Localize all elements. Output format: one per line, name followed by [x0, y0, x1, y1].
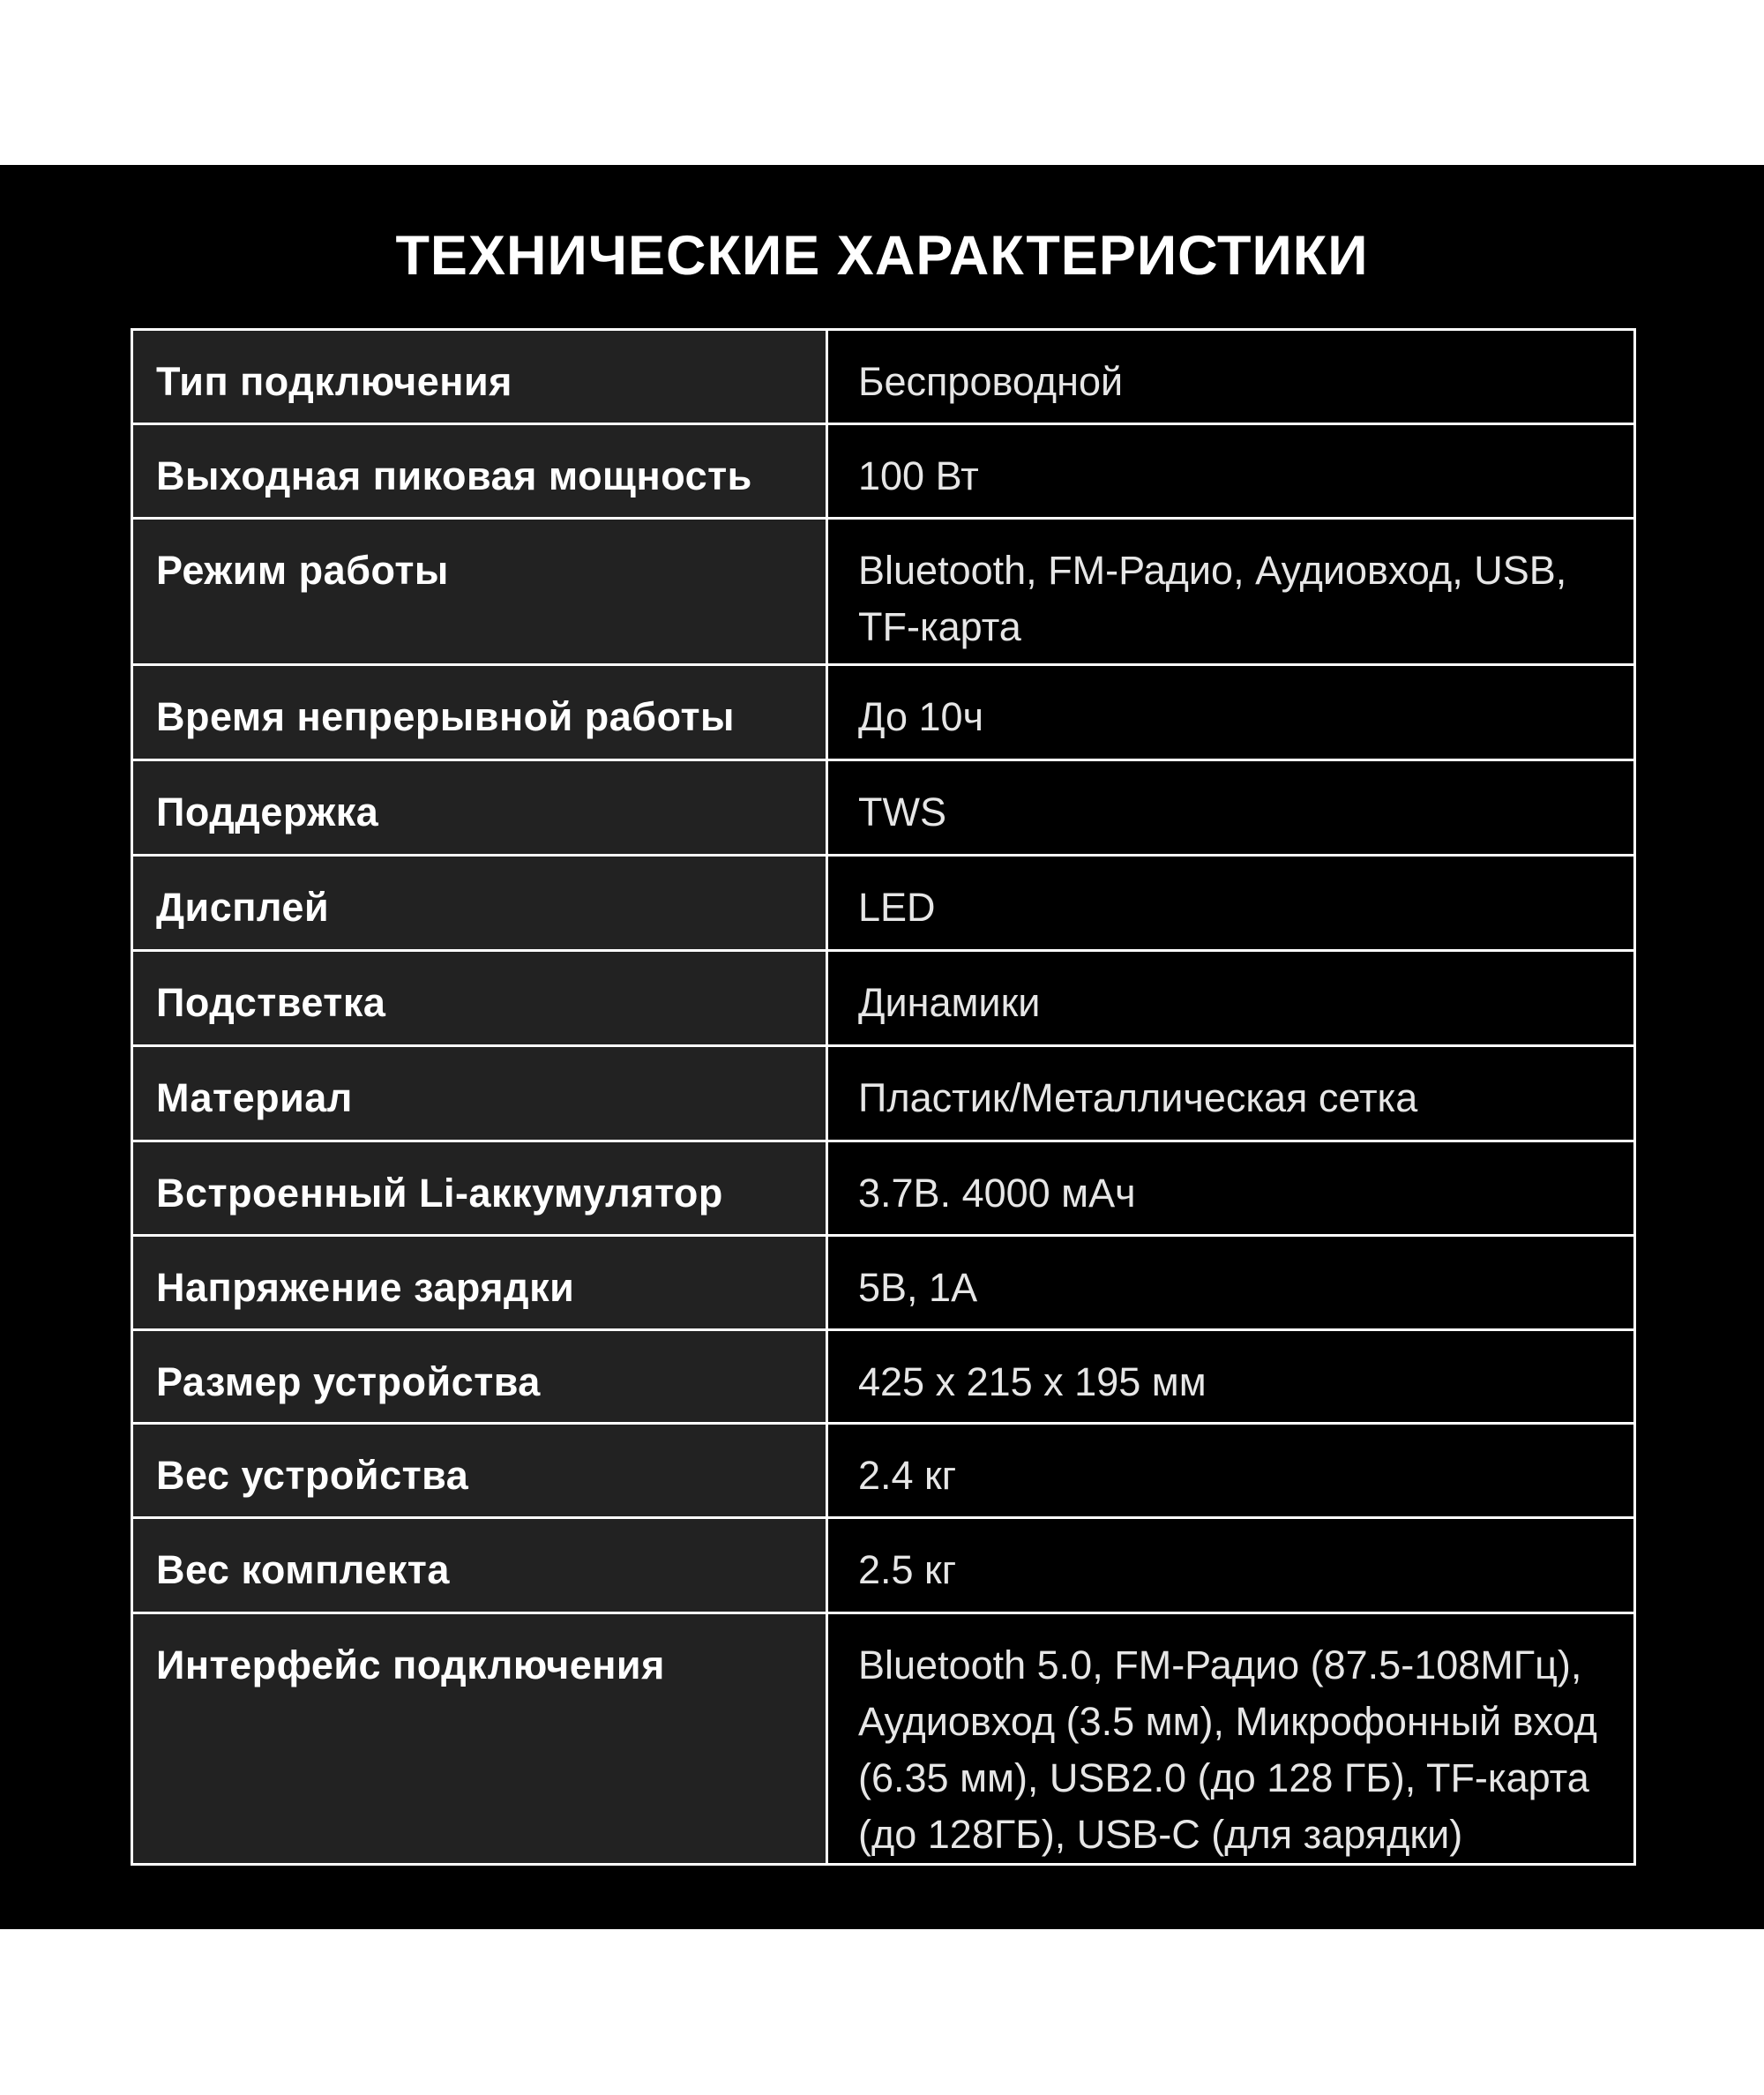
spec-key: Вес комплекта	[132, 1518, 827, 1613]
table-row	[132, 424, 1635, 519]
spec-value: TWS	[827, 760, 1635, 856]
table-row	[132, 1046, 1635, 1141]
page-title: ТЕХНИЧЕСКИЕ ХАРАКТЕРИСТИКИ	[395, 225, 1369, 287]
table-row	[132, 330, 1635, 424]
table-row	[132, 665, 1635, 760]
spec-key: Вес устройства	[132, 1424, 827, 1518]
spec-value: Беспроводной	[827, 330, 1635, 424]
spec-key: Встроенный Li-аккумулятор	[132, 1141, 827, 1236]
spec-key: Режим работы	[132, 519, 827, 665]
spec-key: Выходная пиковая мощность	[132, 424, 827, 519]
spec-key: Напряжение зарядки	[132, 1236, 827, 1330]
spec-key: Дисплей	[132, 856, 827, 951]
table-row	[132, 1424, 1635, 1518]
table-row	[132, 1236, 1635, 1330]
spec-value: 425 х 215 х 195 мм	[827, 1330, 1635, 1424]
spec-value: До 10ч	[827, 665, 1635, 760]
table-row	[132, 1613, 1635, 1865]
spec-value: 3.7В. 4000 мАч	[827, 1141, 1635, 1236]
table-row	[132, 856, 1635, 951]
table-row	[132, 1330, 1635, 1424]
table-row	[132, 519, 1635, 665]
spec-value: 100 Вт	[827, 424, 1635, 519]
spec-value: LED	[827, 856, 1635, 951]
spec-value: 5В, 1А	[827, 1236, 1635, 1330]
spec-key: Материал	[132, 1046, 827, 1141]
table-row	[132, 1518, 1635, 1613]
spec-value: 2.4 кг	[827, 1424, 1635, 1518]
spec-value: Пластик/Металлическая сетка	[827, 1046, 1635, 1141]
spec-key: Подстветка	[132, 951, 827, 1046]
spec-key: Время непрерывной работы	[132, 665, 827, 760]
spec-value: Bluetooth 5.0, FM-Радио (87.5-108МГц), Аудиовход (3.5 мм), Микрофонный вход (6.35 мм), USB2.0 (до 128 ГБ), TF-карта (до 128ГБ), USB-C (для зарядки)	[827, 1613, 1635, 1865]
table-row	[132, 760, 1635, 856]
table-row	[132, 951, 1635, 1046]
spec-value: 2.5 кг	[827, 1518, 1635, 1613]
table-row	[132, 1141, 1635, 1236]
spec-value: Динамики	[827, 951, 1635, 1046]
specs-table	[131, 328, 1636, 1866]
spec-key: Тип подключения	[132, 330, 827, 424]
spec-key: Поддержка	[132, 760, 827, 856]
spec-key: Интерфейс подключения	[132, 1613, 827, 1865]
spec-key: Размер устройства	[132, 1330, 827, 1424]
spec-value: Bluetooth, FM-Радио, Аудиовход, USB, TF-карта	[827, 519, 1635, 665]
